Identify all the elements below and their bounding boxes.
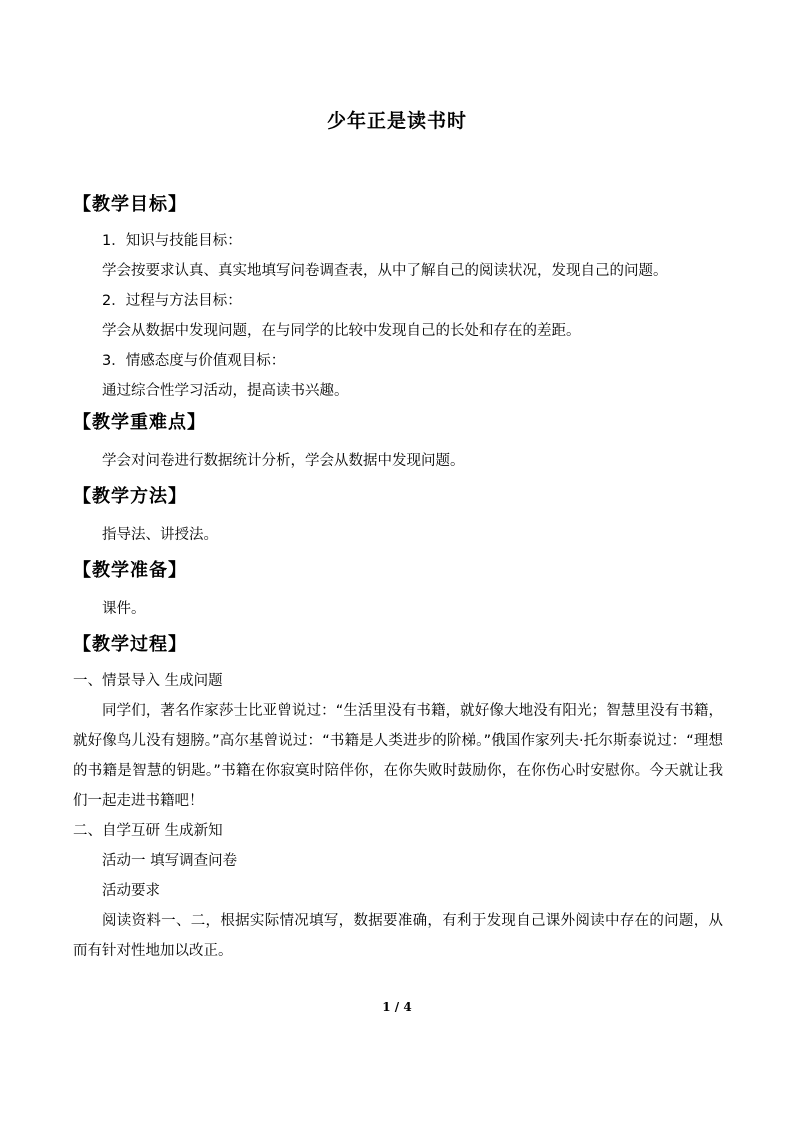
page-title: 少年正是读书时 — [326, 110, 467, 132]
key-points-text: 学会对问卷进行数据统计分析，学会从数据中发现问题。 — [102, 453, 465, 469]
objective-3-text: 通过综合性学习活动，提高读书兴趣。 — [102, 383, 349, 399]
objective-1-text: 学会按要求认真、真实地填写问卷调查表，从中了解自己的阅读状况，发现自己的问题。 — [102, 263, 668, 279]
page-number: 1 / 4 — [382, 1000, 412, 1014]
section-heading-process: 【教学过程】 — [73, 634, 187, 655]
document-body — [73, 188, 723, 966]
objective-3-label: 3．情感态度与价值观目标： — [102, 353, 286, 369]
section-heading-methods: 【教学方法】 — [73, 486, 187, 507]
preparation-text: 课件。 — [102, 601, 146, 617]
objective-1-label: 1．知识与技能目标： — [102, 233, 242, 249]
objective-2-label: 2．过程与方法目标： — [102, 293, 242, 309]
process-part1-text: 同学们，著名作家莎士比亚曾说过：“生活里没有书籍，就好像大地没有阳光；智慧里没有书籍，就好像鸟儿没有翅膀。”高尔基曾说过：“书籍是人类进步的阶梯。”俄国作家列夫·托尔斯泰说过：“理想的书籍是智慧的钥匙。”书籍在你寂寞时陪伴你，在你失败时鼓励你，在你伤心时安慰你。今天就让我们一起走进书籍吧！ — [73, 703, 723, 809]
methods-text: 指导法、讲授法。 — [102, 527, 218, 543]
process-part2-title: 二、自学互研 生成新知 — [73, 823, 223, 839]
section-heading-objectives: 【教学目标】 — [73, 194, 187, 215]
activity1-requirement-text: 阅读资料一、二，根据实际情况填写，数据要准确，有利于发现自己课外阅读中存在的问题，从而有针对性地加以改正。 — [73, 913, 723, 959]
section-heading-preparation: 【教学准备】 — [73, 560, 187, 581]
objective-2-text: 学会从数据中发现问题，在与同学的比较中发现自己的长处和存在的差距。 — [102, 323, 581, 339]
process-part1-title: 一、情景导入 生成问题 — [73, 673, 223, 689]
activity1-requirement-label: 活动要求 — [102, 883, 160, 899]
activity1-title: 活动一 填写调查问卷 — [102, 853, 238, 869]
section-heading-key-points: 【教学重难点】 — [73, 412, 206, 433]
